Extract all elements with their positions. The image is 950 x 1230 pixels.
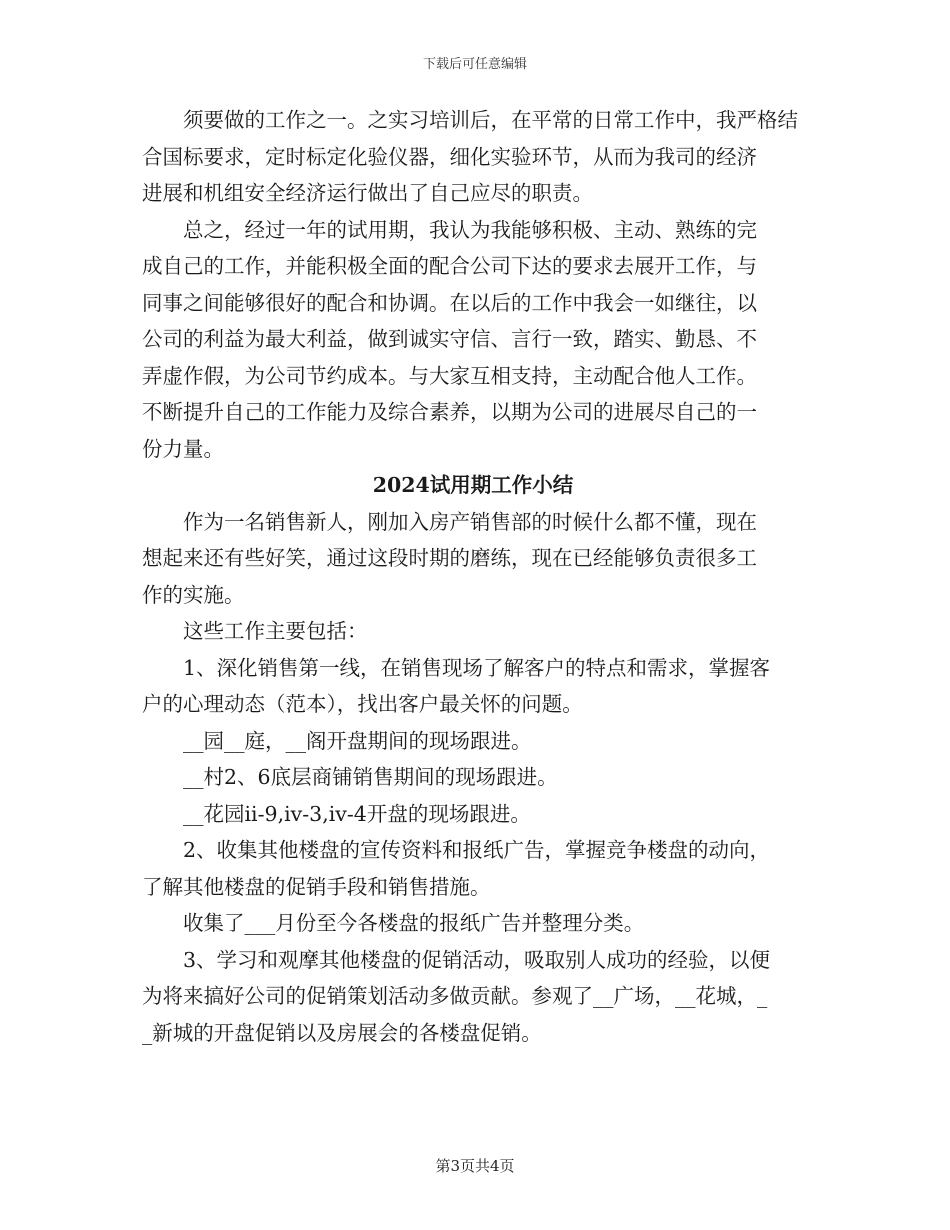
paragraph-line: 收集了___月份至今各楼盘的报纸广告并整理分类。 — [183, 911, 645, 935]
paragraph-line: 2、收集其他楼盘的宣传资料和报纸广告，掌握竞争楼盘的动向， — [183, 838, 771, 862]
paragraph-line: 份力量。 — [142, 436, 224, 461]
paragraph-line: __村2、6底层商铺销售期间的现场跟进。 — [183, 765, 558, 789]
paragraph — [142, 942, 804, 1052]
paragraph-line: 同事之间能够很好的配合和协调。在以后的工作中我会一如继往，以 — [142, 290, 757, 315]
page-header: 下载后可任意编辑 — [422, 57, 527, 72]
paragraph-line: __花园ii-9,iv-3,iv-4开盘的现场跟进。 — [183, 801, 531, 826]
paragraph-line: 想起来还有些好笑，通过这段时期的磨练，现在已经能够负责很多工 — [142, 546, 757, 570]
paragraph-line: 公司的利益为最大利益，做到诚实守信、言行一致，踏实、勤恳、不 — [142, 327, 757, 351]
paragraph-line: 为将来搞好公司的促销策划活动多做贡献。参观了__广场，__花城，_ — [142, 984, 768, 1008]
paragraph-line: 弄虚作假，为公司节约成本。与大家互相支持，主动配合他人工作。 — [142, 363, 757, 388]
paragraph — [142, 723, 804, 760]
paragraph — [142, 796, 804, 833]
section-title: 2024试用期工作小结 — [372, 473, 574, 497]
paragraph — [142, 102, 804, 212]
paragraph-line: 不断提升自己的工作能力及综合素养，以期为公司的进展尽自己的一 — [142, 400, 757, 424]
paragraph-line: 这些工作主要包括： — [183, 619, 368, 643]
paragraph-line: 须要做的工作之一。之实习培训后，在平常的日常工作中，我严格结 — [183, 108, 798, 132]
paragraph-line: 进展和机组安全经济运行做出了自己应尽的职责。 — [142, 181, 593, 205]
paragraph — [142, 504, 804, 614]
paragraph-line: 3、学习和观摩其他楼盘的促销活动，吸取别人成功的经验，以便 — [183, 947, 771, 972]
paragraph — [142, 650, 804, 723]
page-footer: 第3页共4页 — [435, 1157, 515, 1175]
paragraph-line: 合国标要求，定时标定化验仪器，细化实验环节，从而为我司的经济 — [142, 144, 757, 169]
paragraph-line: __园__庭，__阁开盘期间的现场跟进。 — [183, 728, 532, 753]
paragraph-line: 1、深化销售第一线，在销售现场了解客户的特点和需求，掌握客 — [183, 655, 771, 680]
paragraph-line: 成自己的工作，并能积极全面的配合公司下达的要求去展开工作，与 — [142, 254, 757, 278]
paragraph-line: 总之，经过一年的试用期，我认为我能够积极、主动、熟练的完 — [183, 217, 757, 242]
paragraph-line: 了解其他楼盘的促销手段和销售措施。 — [142, 874, 491, 899]
paragraph-line: 户的心理动态（范本），找出客户最关怀的问题。 — [142, 692, 583, 716]
paragraph-line: _新城的开盘促销以及房展会的各楼盘促销。 — [142, 1020, 542, 1045]
paragraph — [142, 613, 804, 650]
paragraph — [142, 759, 804, 796]
paragraph-line: 作的实施。 — [142, 582, 245, 607]
paragraph — [142, 832, 804, 905]
document-body — [142, 102, 804, 1051]
paragraph — [142, 212, 804, 468]
paragraph — [142, 905, 804, 942]
paragraph-line: 作为一名销售新人，刚加入房产销售部的时候什么都不懂，现在 — [183, 509, 757, 534]
